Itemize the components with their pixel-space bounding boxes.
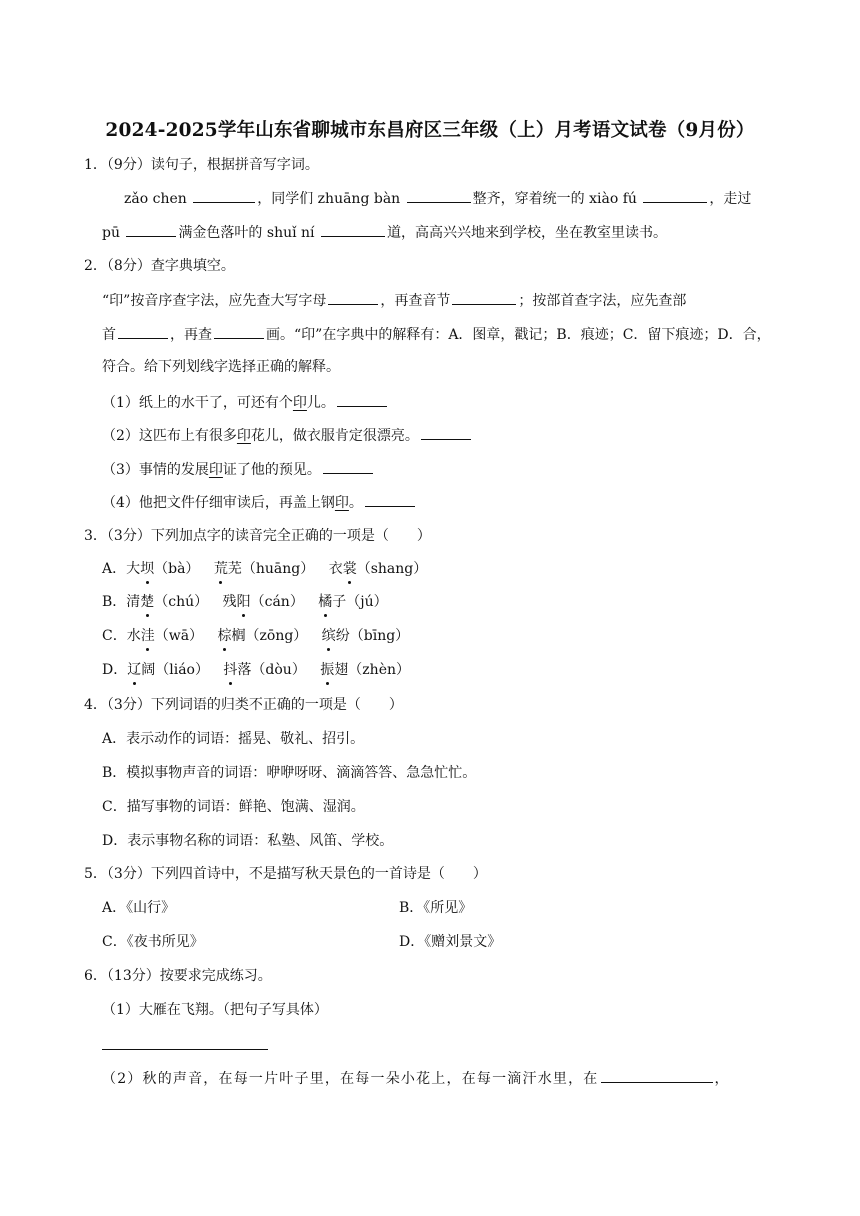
q4-option-c[interactable]: C．描写事物的词语：鲜艳、饱满、湿润。 — [102, 799, 365, 815]
q2-text: （3）事情的发展 — [102, 462, 209, 478]
pinyin-xiaofu: xiào fú — [589, 191, 637, 207]
dotted-char: 荒 — [213, 561, 228, 577]
q2-text: 首 — [102, 327, 116, 343]
pinyin: （cán） — [250, 594, 304, 610]
blank-5[interactable] — [321, 222, 385, 237]
dotted-char: 振 — [320, 662, 335, 678]
pinyin: （chú） — [154, 594, 209, 610]
word: 翅 — [334, 662, 349, 678]
q2-text: 。 — [348, 495, 363, 511]
pinyin: （shang） — [356, 561, 428, 577]
word: 清 — [126, 594, 141, 610]
word: 子 — [332, 594, 347, 610]
option-label: C． — [102, 628, 127, 644]
answer-blank[interactable] — [421, 425, 471, 440]
pinyin: （huāng） — [241, 561, 315, 577]
q2-text: （2）这匹布上有很多 — [102, 428, 237, 444]
exam-title: 2024-2025学年山东省聊城市东昌府区三年级（上）月考语文试卷（9月份） — [105, 120, 755, 141]
q5-option-d[interactable]: D．《赠刘景文》 — [399, 934, 502, 950]
q6-text: ， — [714, 1071, 729, 1087]
pinyin-zaochen: zǎo chen — [124, 191, 187, 207]
pinyin: （bīng） — [349, 628, 410, 644]
q3-stem: 3．（3分）下列加点字的读音完全正确的一项是（ ） — [84, 528, 431, 544]
word: 大 — [126, 561, 141, 577]
q6-text: （2）秋的声音，在每一片叶子里，在每一朵小花上，在每一滴汗水里，在 — [102, 1071, 599, 1087]
q2-sub1 — [102, 392, 389, 413]
q1-text: 道，高高兴兴地来到学校，坐在教室里读书。 — [386, 225, 667, 241]
pinyin: （wā） — [154, 628, 204, 644]
q2-text: ，再查 — [170, 327, 212, 343]
option-label: D． — [102, 662, 128, 678]
q1-text: 整齐，穿着统一的 — [472, 191, 585, 207]
word: 衣 — [328, 561, 343, 577]
q4-stem: 4．（3分）下列词语的归类不正确的一项是（ ） — [84, 697, 403, 713]
pinyin: （jú） — [346, 594, 388, 610]
word: 水 — [126, 628, 141, 644]
q5-option-a[interactable]: A．《山行》 — [102, 900, 176, 916]
word: 芜 — [227, 561, 242, 577]
q2-text: 儿。 — [306, 395, 335, 411]
q1-stem: 1．（9分）读句子，根据拼音写字词。 — [84, 157, 319, 173]
q2-text: （1）纸上的水干了，可还有个 — [102, 395, 293, 411]
answer-blank[interactable] — [337, 392, 387, 407]
dotted-char: 楚 — [140, 594, 155, 610]
pinyin: （zōng） — [245, 628, 308, 644]
blank-3[interactable] — [643, 188, 707, 203]
q5-stem: 5．（3分）下列四首诗中，不是描写秋天景色的一首诗是（ ） — [84, 866, 487, 882]
word: 落 — [237, 662, 252, 678]
dotted-char: 棕 — [217, 628, 232, 644]
underlined-char: 印 — [208, 462, 223, 478]
q3-option-d[interactable] — [102, 660, 410, 680]
dotted-char: 阳 — [236, 594, 251, 610]
word: 残 — [222, 594, 237, 610]
word: 纷 — [335, 628, 350, 644]
q5-option-b[interactable]: B．《所见》 — [399, 900, 473, 916]
blank-syllable[interactable] — [452, 290, 516, 305]
q6-sub1: （1）大雁在飞翔。（把句子写具体） — [102, 1002, 328, 1018]
q6-sub2 — [102, 1068, 729, 1089]
q6-stem: 6．（13分）按要求完成练习。 — [84, 968, 272, 984]
pinyin: （dòu） — [251, 662, 306, 678]
q2-text: “印”按音序查字法，应先查大写字母 — [102, 293, 327, 309]
dotted-char: 洼 — [140, 628, 155, 644]
underlined-char: 印 — [334, 495, 349, 511]
q4-option-b[interactable]: B．模拟事物声音的词语：咿咿呀呀、滴滴答答、急急忙忙。 — [102, 765, 477, 781]
answer-blank[interactable] — [601, 1068, 713, 1083]
blank-2[interactable] — [407, 188, 471, 203]
q3-option-b[interactable] — [102, 592, 388, 612]
q2-text: 花儿，做衣服肯定很漂亮。 — [250, 428, 419, 444]
q2-line3: 符合。给下列划线字选择正确的解释。 — [102, 359, 340, 375]
dotted-char: 裳 — [342, 561, 357, 577]
option-label: A． — [102, 561, 127, 577]
q2-stem: 2．（8分）查字典填空。 — [84, 258, 235, 274]
q2-text: ；按部首查字法，应先查部 — [518, 293, 687, 309]
answer-blank[interactable] — [365, 492, 415, 507]
q2-line2 — [102, 324, 771, 345]
q3-option-c[interactable] — [102, 626, 409, 646]
blank-letter[interactable] — [328, 290, 378, 305]
q1-text: 满金色落叶的 — [178, 225, 263, 241]
q1-line2 — [102, 222, 667, 243]
pinyin-zhuangban: zhuāng bàn — [317, 191, 401, 207]
dotted-char: 缤 — [321, 628, 336, 644]
q3-option-a[interactable] — [102, 559, 427, 579]
q2-line1 — [102, 290, 686, 311]
underlined-char: 印 — [236, 428, 251, 444]
q2-sub3 — [102, 459, 375, 480]
answer-line[interactable] — [102, 1049, 268, 1050]
q1-text: ，同学们 — [257, 191, 314, 207]
option-label: B． — [102, 594, 127, 610]
q2-sub2 — [102, 425, 473, 446]
q2-text: （4）他把文件仔细审读后，再盖上钢 — [102, 495, 335, 511]
q5-option-c[interactable]: C．《夜书所见》 — [102, 934, 204, 950]
word: 榈 — [231, 628, 246, 644]
q2-text: ，再查音节 — [380, 293, 451, 309]
dotted-char: 坝 — [140, 561, 155, 577]
blank-4[interactable] — [126, 222, 176, 237]
blank-strokes[interactable] — [214, 324, 264, 339]
pinyin: （liáo） — [155, 662, 209, 678]
q1-line1 — [124, 188, 751, 209]
dotted-char: 橘 — [318, 594, 333, 610]
answer-blank[interactable] — [323, 459, 373, 474]
dotted-char: 辽 — [127, 662, 142, 678]
pinyin: （bà） — [154, 561, 200, 577]
dotted-char: 抖 — [223, 662, 238, 678]
q1-text: ，走过 — [709, 191, 752, 207]
q2-text: 证了他的预见。 — [222, 462, 321, 478]
pinyin: （zhèn） — [348, 662, 410, 678]
word: 阔 — [141, 662, 156, 678]
q2-sub4 — [102, 492, 417, 513]
blank-1[interactable] — [193, 188, 255, 203]
pinyin-shuini: shuǐ ní — [266, 225, 315, 241]
pinyin-pu: pū — [102, 225, 120, 241]
q4-option-a[interactable]: A．表示动作的词语：摇晃、敬礼、招引。 — [102, 731, 365, 747]
q2-text: 画。“印”在字典中的解释有：A．图章，戳记；B．痕迹；C．留下痕迹；D．合， — [266, 327, 771, 343]
blank-radical[interactable] — [118, 324, 168, 339]
q4-option-d[interactable]: D．表示事物名称的词语：私塾、风笛、学校。 — [102, 833, 394, 849]
underlined-char: 印 — [292, 395, 307, 411]
